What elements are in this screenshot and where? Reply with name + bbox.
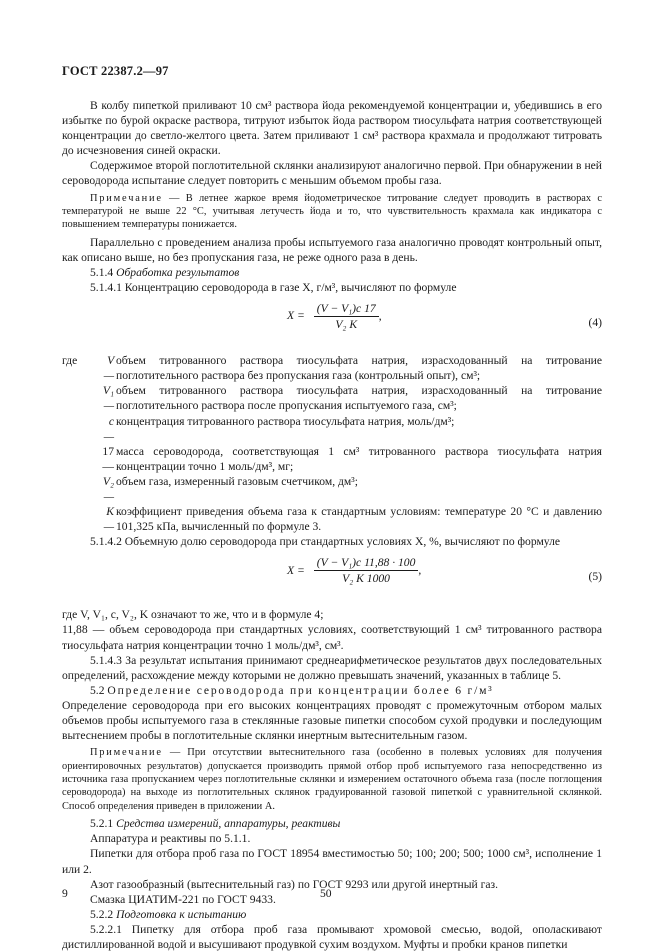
formula-4-fraction (314, 301, 379, 332)
formula-4-lhs: X = (287, 309, 305, 323)
section-number: 5.1.4 (90, 265, 117, 279)
formula-4 (62, 301, 602, 347)
formula-5-legend-1188: 11,88 — объем сероводорода при стандартных условиях, соответствующий 1 см³ титрованного раствора тиосульфата натрия концентрации точно 1 моль/дм³, см³. (62, 623, 602, 652)
formula-4-number: (4) (588, 316, 602, 330)
legend-symbol-k: K — (103, 505, 114, 534)
formula-5-number: (5) (588, 570, 602, 584)
formula-4-legend (62, 353, 602, 534)
section-number: 5.2 (90, 683, 108, 697)
legend-text-c: концентрация титрованного раствора тиосульфата натрия, моль/дм³; (116, 414, 455, 428)
section-5-1-4-1: 5.1.4.1 Концентрацию сероводорода в газе X, г/м³, вычисляют по формуле (90, 281, 457, 295)
legend-symbol-v1: V₁ — (102, 384, 114, 413)
formula-4-expression (287, 301, 382, 332)
formula-5-numerator: (V − V₁)c 11,88 · 100 (314, 555, 419, 571)
formula-5-fraction (314, 555, 422, 586)
section-title: Подготовка к испытанию (116, 907, 247, 921)
footer-left-number: 9 (62, 887, 68, 900)
section-5-2-2-heading (62, 907, 602, 922)
note-text: — При отсутствии вытеснительного газа (особенно в полевых условиях для получения ориентировочных результатов) допускается производить прямой отбор проб испытуемого газа непосредственно из источника газа пропусканием через поглотительные склянки и измерением остаточного объема газа (после поглощения сероводорода) на выходе из поглотительных склянок градуированной газовой пипеткой с уравнительной склянкой. Способ определения приведен в приложении А. (62, 747, 602, 812)
document-header: ГОСТ 22387.2—97 (62, 64, 169, 78)
legend-text-v2: объем газа, измеренный газовым счетчиком, дм³; (116, 474, 358, 488)
legend-prefix (62, 444, 100, 474)
section-5-2-2-1: 5.2.2.1 Пипетку для отбора проб газа промывают хромовой смесью, водой, ополаскивают дистиллированной водой и высушивают продувкой сухим воздухом. Муфты и пробки кранов пипетки (62, 922, 602, 951)
section-5-1-4-3: 5.1.4.3 За результат испытания принимают среднеарифметическое результатов двух последовательных определений, расхождение между которыми не должно превышать значений, указанных в таблице 5. (62, 653, 602, 682)
section-title: Обработка результатов (116, 265, 240, 279)
formula-4-numerator: (V − V₁)c 17 (314, 301, 379, 317)
legend-prefix (62, 414, 100, 444)
note-label: Примечание (90, 747, 163, 759)
section-5-2-1-b: Пипетки для отбора проб газа по ГОСТ 18954 вместимостью 50; 100; 200; 500; 1000 см³, исполнение 1 или 2. (62, 847, 602, 876)
legend-prefix: где (62, 354, 78, 368)
legend-text-v: объем титрованного раствора тиосульфата натрия, израсходованный на титрование поглотительного раствора без пропускания газа (контрольный опыт), см³; (116, 354, 602, 383)
page-content (62, 98, 602, 952)
section-5-2-1-c: Азот газообразный (вытеснительный газ) по ГОСТ 9293 или другой инертный газ. (90, 877, 498, 891)
section-title: Средства измерений, аппаратуры, реактивы (116, 817, 341, 831)
formula-5-legend: где V, V₁, c, V₂, K означают то же, что и в формуле 4; (62, 608, 324, 622)
formula-5-tail: , (418, 563, 422, 577)
legend-symbol-17: 17 — (102, 444, 114, 473)
section-5-2-1-a: Аппаратура и реактивы по 5.1.1. (90, 832, 251, 846)
paragraph-titration: В колбу пипеткой приливают 10 см³ раствора йода рекомендуемой концентрации и, убедившись в его избытке по бурой окраске раствора, титруют избыток йода раствором тиосульфата натрия соответствующей концентрации до светло-желтого цвета. Затем приливают 1 см³ раствора крахмала и продолжают титровать до исчезновения синей окраски. (62, 99, 602, 158)
section-5-1-4-2: 5.1.4.2 Объемную долю сероводорода при стандартных условиях X, %, вычисляют по формуле (90, 535, 561, 549)
section-number: 5.2.2 (90, 907, 117, 921)
section-5-2-1-d: Смазка ЦИАТИМ-221 по ГОСТ 9433. (90, 892, 276, 906)
legend-text-17: масса сероводорода, соответствующая 1 см³ титрованного раствора тиосульфата натрия концентрации точно 1 моль/дм³, мг; (116, 444, 602, 473)
legend-symbol-c: c — (103, 414, 114, 443)
legend-prefix (62, 383, 100, 413)
note-label: Примечание (90, 192, 163, 204)
note-temperature (62, 192, 602, 232)
legend-symbol-v2: V₂ — (102, 474, 114, 503)
paragraph-control-test: Параллельно с проведением анализа пробы испытуемого газа аналогично проводят контрольный опыт, как описано выше, но без пропускания газа, не реже одного раза в день. (62, 235, 602, 264)
section-number: 5.2.1 (90, 817, 117, 831)
formula-5-denominator: V₂ K 1000 (342, 572, 390, 586)
formula-5-lhs: X = (287, 563, 305, 577)
formula-4-tail: , (378, 309, 382, 323)
page-number: 50 (320, 887, 332, 900)
legend-symbol-v: V — (103, 354, 114, 383)
legend-prefix (62, 474, 100, 504)
legend-text-k: коэффициент приведения объема газа к стандартным условиям: температуре 20 °С и давлению 101,325 кПа, вычисленный по формуле 3. (116, 505, 602, 534)
formula-5-expression (287, 555, 421, 586)
formula-5 (62, 555, 602, 601)
formula-4-denominator: V₂ K (335, 318, 358, 332)
section-5-2-text: Определение сероводорода при его высоких концентрациях проводят с промежуточным отбором малых объемов пробы испытуемого газа в стеклянные газовые пипетки способом сухой продувки и последующим вытеснением пробы в поглотительные склянки инертным вытеснительным газом. (62, 698, 602, 743)
section-5-2-1-heading (62, 816, 602, 831)
section-title: Определение сероводорода при концентрации более 6 г/м³ (107, 683, 494, 697)
section-5-1-4-heading (62, 265, 602, 280)
section-5-2-heading (62, 683, 602, 698)
note-displacement-gas (62, 746, 602, 813)
legend-prefix (62, 504, 100, 534)
legend-text-v1: объем титрованного раствора тиосульфата натрия, израсходованный на титрование поглотительного раствора после пропускания испытуемого газа, см³; (116, 384, 602, 413)
paragraph-second-flask: Содержимое второй поглотительной склянки анализируют аналогично первой. При обнаружении в ней сероводорода испытание следует повторить с меньшим объемом пробы газа. (62, 159, 602, 188)
note-text: — В летнее жаркое время йодометрическое титрование следует проводить в растворах с температурой не выше 22 °С, учитывая летучесть йода и то, что чувствительность крахмала как индикатора с повышением температуры понижается. (62, 192, 602, 231)
